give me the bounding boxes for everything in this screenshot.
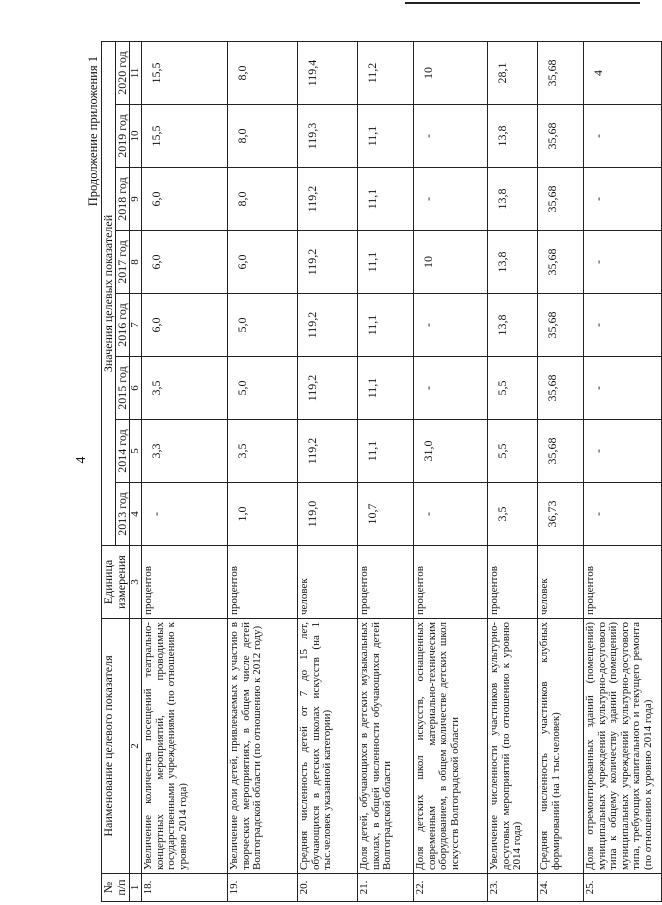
value-cell: 35,68 [538, 168, 584, 231]
value-cell: 119,2 [298, 420, 358, 483]
value-cell: - [584, 231, 662, 294]
column-number: 8 [130, 231, 142, 294]
value-cell: 4 [584, 41, 662, 104]
value-cell: 119,2 [298, 357, 358, 420]
indicator-name: Средняя численность участников клубных формирований (на 1 тыс.человек) [538, 619, 584, 874]
rotated-content [85, 42, 654, 902]
value-cell: 13,8 [488, 294, 538, 357]
column-number: 9 [130, 168, 142, 231]
value-cell: 11,1 [358, 168, 414, 231]
value-cell: 3,5 [228, 420, 298, 483]
value-cell: - [414, 483, 488, 546]
column-number: 10 [130, 105, 142, 168]
value-cell: 6,0 [228, 231, 298, 294]
unit-cell: процентов [584, 546, 662, 619]
header-year: 2020 год [116, 41, 130, 104]
value-cell: 119,0 [298, 483, 358, 546]
row-number: 19. [228, 874, 298, 902]
value-cell: 35,68 [538, 105, 584, 168]
value-cell: - [584, 420, 662, 483]
row-number: 22. [414, 874, 488, 902]
value-cell: 35,68 [538, 294, 584, 357]
table-row [142, 41, 228, 901]
value-cell: 15,5 [142, 105, 228, 168]
value-cell: 13,8 [488, 231, 538, 294]
value-cell: - [414, 105, 488, 168]
row-number: 20. [298, 874, 358, 902]
value-cell: 11,1 [358, 294, 414, 357]
header-unit: Единица измерения [102, 546, 130, 619]
table-row [228, 41, 298, 901]
continuation-label: Продолжение приложения 1 [86, 56, 100, 207]
column-number: 6 [130, 357, 142, 420]
value-cell: 3,5 [142, 357, 228, 420]
header-year: 2013 год [116, 483, 130, 546]
indicator-name: Средняя численность детей от 7 до 15 лет, обучающихся в детских школах искусств (на 1 тыс.человек указанной категории) [298, 619, 358, 874]
unit-cell: процентов [358, 546, 414, 619]
indicator-name: Увеличение доли детей, привлекаемых к участию в творческих мероприятиях, в общем числе детей Волгоградской области (по отношению к 2012 году) [228, 619, 298, 874]
header-name: Наименование целевого показателя [102, 619, 130, 874]
table-row [538, 41, 584, 901]
column-number: 4 [130, 483, 142, 546]
row-number: 21. [358, 874, 414, 902]
value-cell: 3,3 [142, 420, 228, 483]
header-year: 2019 год [116, 105, 130, 168]
column-number: 11 [130, 41, 142, 104]
value-cell: 35,68 [538, 357, 584, 420]
table-row [298, 41, 358, 901]
indicator-name: Доля детских школ искусств, оснащенных современным материально-техническим оборудованием, в общем количестве детских школ искусств Волгоградской области [414, 619, 488, 874]
value-cell: 11,1 [358, 420, 414, 483]
value-cell: 3,5 [488, 483, 538, 546]
header-num: № п/п [102, 874, 130, 902]
value-cell: 13,8 [488, 168, 538, 231]
header-year: 2014 год [116, 420, 130, 483]
value-cell: 119,2 [298, 231, 358, 294]
value-cell: 31,0 [414, 420, 488, 483]
indicator-name: Увеличение численности участников культурно-досуговых мероприятий (по отношению к уровню 2014 года) [488, 619, 538, 874]
value-cell: 11,1 [358, 231, 414, 294]
row-number: 18. [142, 874, 228, 902]
value-cell: 6,0 [142, 231, 228, 294]
value-cell: 5,5 [488, 420, 538, 483]
value-cell: 10 [414, 231, 488, 294]
column-number: 1 [130, 874, 142, 902]
column-number: 5 [130, 420, 142, 483]
table-row [488, 41, 538, 901]
value-cell: 11,2 [358, 41, 414, 104]
value-cell: 8,0 [228, 41, 298, 104]
row-number: 24. [538, 874, 584, 902]
table-row [584, 41, 662, 901]
row-number: 23. [488, 874, 538, 902]
table-row [414, 41, 488, 901]
value-cell: 35,68 [538, 231, 584, 294]
unit-cell: процентов [488, 546, 538, 619]
value-cell: - [584, 294, 662, 357]
value-cell: - [584, 105, 662, 168]
top-rule [405, 2, 640, 4]
value-cell: 28,1 [488, 41, 538, 104]
unit-cell: человек [298, 546, 358, 619]
unit-cell: процентов [228, 546, 298, 619]
value-cell: 1,0 [228, 483, 298, 546]
value-cell: 11,1 [358, 357, 414, 420]
value-cell: 13,8 [488, 105, 538, 168]
table-header [102, 41, 142, 901]
indicators-table [101, 41, 662, 902]
value-cell: - [584, 483, 662, 546]
value-cell: 11,1 [358, 105, 414, 168]
value-cell: 15,5 [142, 41, 228, 104]
indicator-name: Доля детей, обучающихся в детских музыкальных школах, в общей численности обучающихся детей Волгоградской области [358, 619, 414, 874]
column-number: 2 [130, 619, 142, 874]
value-cell: 5,0 [228, 357, 298, 420]
value-cell: - [142, 483, 228, 546]
indicator-name: Доля отремонтированных зданий (помещений) муниципальных учреждений культурно-досугового типа к общему количеству зданий (помещений) муниципальных учреждений культурно-досугового типа, требующих капитального и текущего ремонта (по отношению к уровню 2014 года) [584, 619, 662, 874]
row-number: 25. [584, 874, 662, 902]
column-number: 3 [130, 546, 142, 619]
unit-cell: человек [538, 546, 584, 619]
header-year: 2018 год [116, 168, 130, 231]
header-values-group: Значения целевых показателей [102, 41, 116, 545]
value-cell: - [414, 294, 488, 357]
value-cell: - [414, 168, 488, 231]
value-cell: 119,2 [298, 168, 358, 231]
indicator-name: Увеличение количества посещений театрально-концертных мероприятий, проводимых государственными учреждениями (по отношению к уровню 2014 года) [142, 619, 228, 874]
value-cell: 119,4 [298, 41, 358, 104]
value-cell: 10 [414, 41, 488, 104]
header-year: 2016 год [116, 294, 130, 357]
value-cell: 8,0 [228, 105, 298, 168]
value-cell: 6,0 [142, 168, 228, 231]
page-number: 4 [74, 456, 89, 464]
value-cell: 119,2 [298, 294, 358, 357]
value-cell: 36,73 [538, 483, 584, 546]
header-year: 2015 год [116, 357, 130, 420]
value-cell: 8,0 [228, 168, 298, 231]
value-cell: - [584, 168, 662, 231]
unit-cell: процентов [414, 546, 488, 619]
value-cell: - [414, 357, 488, 420]
value-cell: - [584, 357, 662, 420]
value-cell: 5,0 [228, 294, 298, 357]
table-row [358, 41, 414, 901]
header-year: 2017 год [116, 231, 130, 294]
value-cell: 35,68 [538, 420, 584, 483]
value-cell: 6,0 [142, 294, 228, 357]
value-cell: 10,7 [358, 483, 414, 546]
value-cell: 5,5 [488, 357, 538, 420]
value-cell: 119,3 [298, 105, 358, 168]
table-body [142, 41, 662, 901]
unit-cell: процентов [142, 546, 228, 619]
value-cell: 35,68 [538, 41, 584, 104]
column-number: 7 [130, 294, 142, 357]
